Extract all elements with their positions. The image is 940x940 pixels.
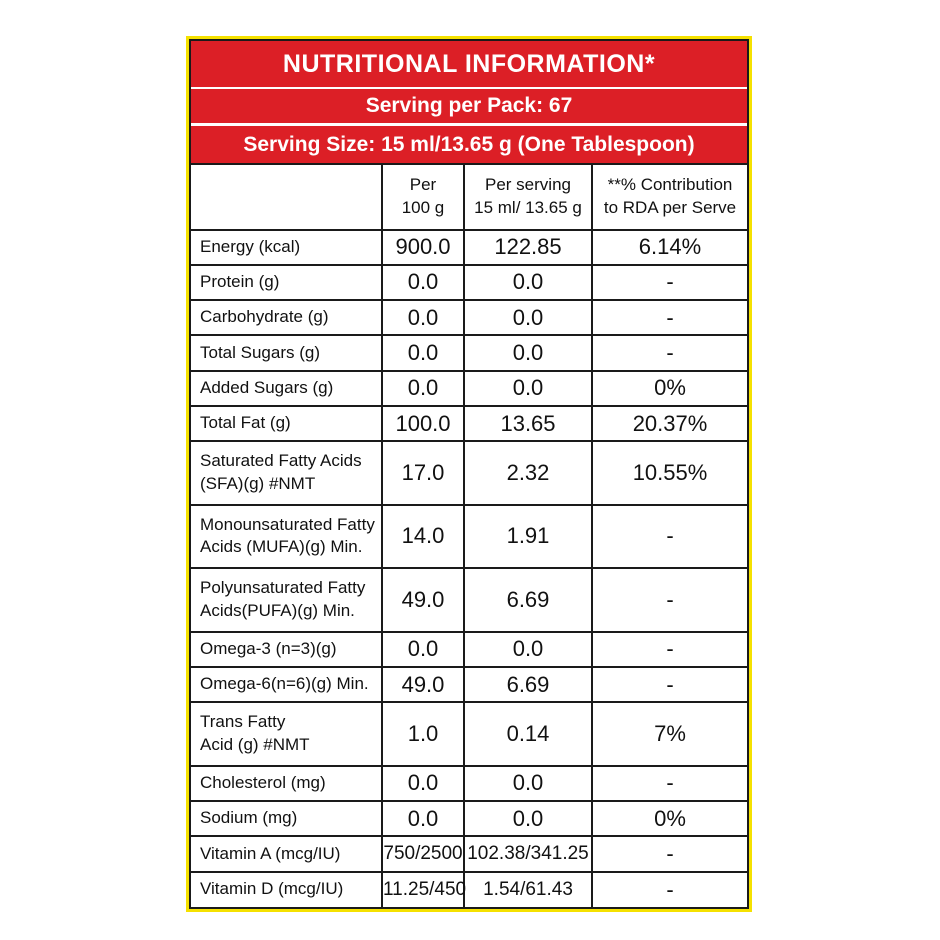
nutrition-label — [186, 36, 752, 912]
nutrient-name-line: Saturated Fatty Acids — [200, 451, 362, 471]
nutrient-row — [191, 265, 747, 300]
nutrient-row — [191, 801, 747, 836]
nutrient-name — [191, 371, 382, 406]
nutrient-name-line: Cholesterol (mg) — [200, 772, 326, 792]
value-rda: - — [592, 568, 747, 632]
column-header-nutrient — [191, 165, 382, 230]
value-per-100g: 100.0 — [382, 406, 464, 441]
value-per-serving: 122.85 — [464, 230, 592, 265]
nutrient-row — [191, 568, 747, 632]
value-rda: 20.37% — [592, 406, 747, 441]
nutrient-row — [191, 300, 747, 335]
nutrient-name — [191, 505, 382, 569]
value-rda: - — [592, 335, 747, 370]
value-per-100g: 11.25/450 — [382, 872, 464, 907]
value-rda: - — [592, 667, 747, 702]
value-rda: 7% — [592, 702, 747, 766]
column-header-line: Per — [409, 174, 437, 194]
nutrient-name-line: Sodium (mg) — [200, 808, 298, 828]
nutrient-name-line: Added Sugars (g) — [200, 377, 334, 397]
value-per-serving: 0.0 — [464, 265, 592, 300]
nutrient-name — [191, 230, 382, 265]
nutrient-name — [191, 441, 382, 505]
nutrient-row — [191, 872, 747, 907]
nutrient-row — [191, 667, 747, 702]
nutrient-name — [191, 300, 382, 335]
value-rda: - — [592, 265, 747, 300]
value-rda: - — [592, 300, 747, 335]
column-header-rda — [592, 165, 747, 230]
nutrient-row — [191, 441, 747, 505]
value-rda: - — [592, 872, 747, 907]
nutrient-row — [191, 335, 747, 370]
value-per-serving: 13.65 — [464, 406, 592, 441]
value-rda: - — [592, 836, 747, 871]
nutrient-name — [191, 265, 382, 300]
nutrient-row — [191, 371, 747, 406]
value-per-serving: 102.38/341.25 — [464, 836, 592, 871]
nutrient-name-line: Omega-6(n=6)(g) Min. — [200, 674, 369, 694]
nutrient-name — [191, 702, 382, 766]
column-header-line: 100 g — [401, 197, 445, 217]
nutrient-name-line: Omega-3 (n=3)(g) — [200, 638, 337, 658]
value-per-100g: 0.0 — [382, 300, 464, 335]
value-per-100g: 0.0 — [382, 371, 464, 406]
value-rda: - — [592, 632, 747, 667]
value-per-serving: 1.91 — [464, 505, 592, 569]
nutrient-name-line: Polyunsaturated Fatty — [200, 578, 366, 598]
value-per-100g: 750/2500 — [382, 836, 464, 871]
nutrient-name-line: Vitamin D (mcg/IU) — [200, 879, 344, 899]
column-header-line: to RDA per Serve — [603, 197, 737, 217]
nutrient-name-line: Trans Fatty — [200, 712, 286, 732]
value-per-100g: 0.0 — [382, 801, 464, 836]
nutrient-name-line: Carbohydrate (g) — [200, 307, 329, 327]
column-header-line: 15 ml/ 13.65 g — [474, 197, 582, 217]
nutrient-row — [191, 702, 747, 766]
nutrient-row — [191, 632, 747, 667]
value-per-serving: 0.0 — [464, 632, 592, 667]
label-title: NUTRITIONAL INFORMATION* — [191, 41, 747, 87]
value-rda: 0% — [592, 801, 747, 836]
value-per-serving: 6.69 — [464, 568, 592, 632]
value-per-100g: 14.0 — [382, 505, 464, 569]
value-per-serving: 0.0 — [464, 335, 592, 370]
value-rda: - — [592, 505, 747, 569]
serving-size: Serving Size: 15 ml/13.65 g (One Tablespoon) — [191, 123, 747, 165]
nutrient-name — [191, 335, 382, 370]
nutrient-name — [191, 872, 382, 907]
nutrient-name — [191, 667, 382, 702]
value-per-serving: 2.32 — [464, 441, 592, 505]
value-per-serving: 0.14 — [464, 702, 592, 766]
value-rda: 10.55% — [592, 441, 747, 505]
nutrient-name-line: Acid (g) #NMT — [200, 735, 310, 755]
value-per-serving: 0.0 — [464, 801, 592, 836]
value-per-100g: 0.0 — [382, 265, 464, 300]
column-header-per-serving — [464, 165, 592, 230]
value-per-serving: 0.0 — [464, 371, 592, 406]
nutrient-row — [191, 766, 747, 801]
value-per-100g: 0.0 — [382, 632, 464, 667]
value-rda: 0% — [592, 371, 747, 406]
nutrient-row — [191, 406, 747, 441]
value-per-100g: 49.0 — [382, 667, 464, 702]
nutrient-row — [191, 505, 747, 569]
nutrition-label-inner — [189, 39, 749, 909]
serving-per-pack: Serving per Pack: 67 — [191, 87, 747, 123]
value-per-100g: 900.0 — [382, 230, 464, 265]
nutrient-name-line: Acids (MUFA)(g) Min. — [200, 537, 363, 557]
value-per-serving: 6.69 — [464, 667, 592, 702]
nutrient-name — [191, 801, 382, 836]
nutrient-row — [191, 230, 747, 265]
nutrient-name-line: Total Fat (g) — [200, 413, 291, 433]
nutrient-name — [191, 406, 382, 441]
nutrient-name-line: (SFA)(g) #NMT — [200, 473, 316, 493]
nutrient-name-line: Monounsaturated Fatty — [200, 514, 375, 534]
value-per-serving: 1.54/61.43 — [464, 872, 592, 907]
column-header-row — [191, 165, 747, 230]
nutrient-name-line: Vitamin A (mcg/IU) — [200, 843, 341, 863]
value-rda: - — [592, 766, 747, 801]
column-header-line: **% Contribution — [607, 174, 733, 194]
nutrient-name — [191, 632, 382, 667]
value-per-100g: 49.0 — [382, 568, 464, 632]
nutrient-name-line: Acids(PUFA)(g) Min. — [200, 600, 355, 620]
value-rda: 6.14% — [592, 230, 747, 265]
column-header-line: Per serving — [485, 174, 571, 194]
nutrition-table — [191, 165, 747, 907]
nutrient-name — [191, 568, 382, 632]
value-per-serving: 0.0 — [464, 766, 592, 801]
nutrient-name — [191, 766, 382, 801]
nutrient-name-line: Energy (kcal) — [200, 236, 301, 256]
column-header-per-100g — [382, 165, 464, 230]
nutrient-name-line: Total Sugars (g) — [200, 342, 320, 362]
nutrient-row — [191, 836, 747, 871]
value-per-100g: 0.0 — [382, 335, 464, 370]
nutrient-name-line: Protein (g) — [200, 271, 280, 291]
value-per-100g: 1.0 — [382, 702, 464, 766]
value-per-100g: 0.0 — [382, 766, 464, 801]
value-per-serving: 0.0 — [464, 300, 592, 335]
nutrient-name — [191, 836, 382, 871]
value-per-100g: 17.0 — [382, 441, 464, 505]
